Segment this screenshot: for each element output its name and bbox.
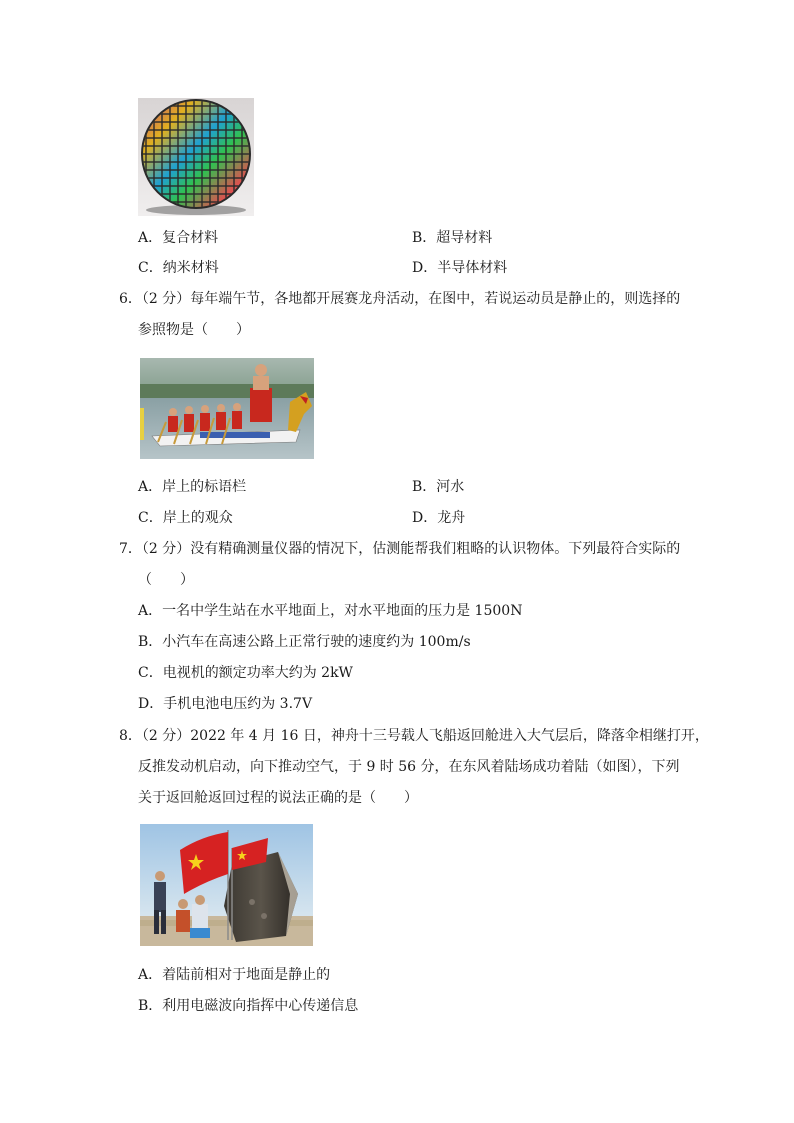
option-b: B．超导材料 <box>412 230 493 246</box>
question-8-line-1: 8．（2 分）2022 年 4 月 16 日，神舟十三号载人飞船返回舱进入大气层后，降落伞相继打开， <box>119 728 709 744</box>
question-8-line-2: 反推发动机启动，向下推动空气，于 9 时 56 分，在东风着陆场成功着陆（如图），下列 <box>138 759 680 775</box>
q7-option-b: B．小汽车在高速公路上正常行驶的速度约为 100m/s <box>138 634 471 650</box>
option-a: A．复合材料 <box>138 230 219 246</box>
dragon-boat-image <box>140 358 314 459</box>
return-capsule-image <box>140 824 313 946</box>
question-8-line-3: 关于返回舱返回过程的说法正确的是（ ） <box>138 790 418 806</box>
q6-option-c: C．岸上的观众 <box>138 510 233 526</box>
q8-option-a: A．着陆前相对于地面是静止的 <box>138 967 331 983</box>
q7-option-a: A．一名中学生站在水平地面上，对水平地面的压力是 1500N <box>138 603 523 619</box>
q6-option-d: D．龙舟 <box>412 510 466 526</box>
q6-option-b: B．河水 <box>412 479 465 495</box>
q7-option-d: D．手机电池电压约为 3.7V <box>138 696 313 712</box>
silicon-wafer-image <box>138 98 254 216</box>
q6-option-a: A．岸上的标语栏 <box>138 479 247 495</box>
question-6-line-2: 参照物是（ ） <box>138 322 250 338</box>
q7-option-c: C．电视机的额定功率大约为 2kW <box>138 665 353 681</box>
question-7-line-2: （ ） <box>138 572 194 588</box>
q8-option-b: B．利用电磁波向指挥中心传递信息 <box>138 998 359 1014</box>
question-6-line-1: 6．（2 分）每年端午节，各地都开展赛龙舟活动，在图中，若说运动员是静止的，则选择的 <box>119 291 681 307</box>
option-c: C．纳米材料 <box>138 260 219 276</box>
option-d: D．半导体材料 <box>412 260 508 276</box>
question-7-line-1: 7．（2 分）没有精确测量仪器的情况下，估测能帮我们粗略的认识物体。下列最符合实际的 <box>119 541 681 557</box>
